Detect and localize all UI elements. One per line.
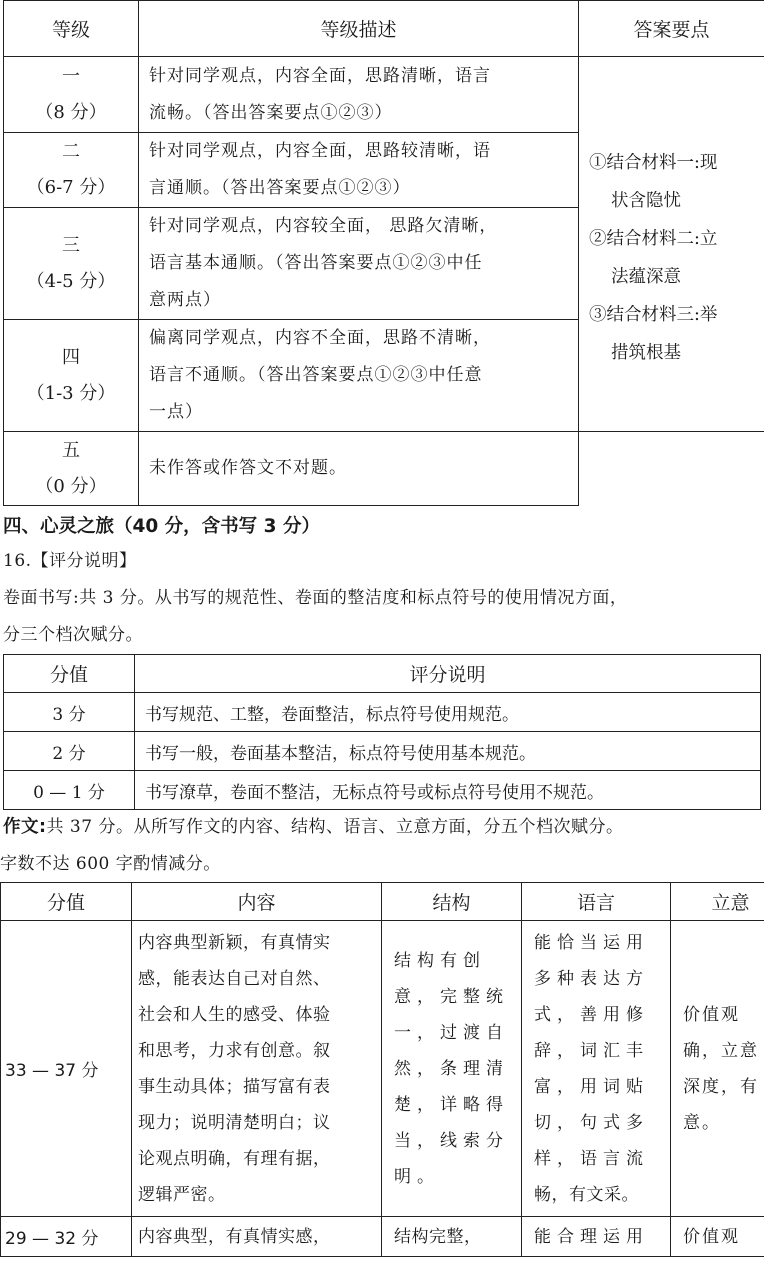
desc-line: 一点）	[149, 402, 203, 422]
grade-score: （6-7 分）	[26, 177, 116, 198]
grade-level: 五	[62, 439, 80, 461]
text-line: 结构完整，	[394, 1226, 482, 1247]
header-desc: 等级描述	[139, 1, 579, 57]
score-cell: 3 分	[4, 693, 135, 732]
desc-cell: 书写一般，卷面基本整洁，标点符号使用基本规范。	[135, 732, 761, 771]
text-line: 结构有创	[394, 950, 486, 971]
desc-line: 未作答或作答文不对题。	[149, 458, 347, 478]
content-cell	[132, 921, 382, 1217]
grade-score: （0 分）	[35, 475, 107, 497]
text-line: 样，语言流	[534, 1148, 649, 1169]
handwriting-desc: 分三个档次赋分。	[3, 625, 143, 645]
desc-cell: 书写规范、工整，卷面整洁，标点符号使用规范。	[135, 693, 761, 732]
text-line: 逻辑严密。	[138, 1184, 226, 1205]
key-point: ②结合材料二:立	[589, 229, 718, 249]
header-idea: 立意	[671, 883, 764, 921]
header-score: 分值	[4, 655, 135, 693]
desc-line: 语言不通顺。（答出答案要点①②③中任意	[149, 365, 483, 385]
text-line: 价值观	[683, 1004, 740, 1025]
content-cell	[132, 1217, 382, 1257]
desc-cell: 书写潦草，卷面不整洁，无标点符号或标点符号使用不规范。	[135, 771, 761, 810]
table-row	[4, 693, 761, 732]
grade-level: 三	[62, 234, 80, 256]
score-cell: 29 — 32 分	[1, 1217, 132, 1257]
text-line: 和思考，力求有创意。叙	[138, 1040, 331, 1061]
desc-line: 意两点）	[149, 290, 221, 310]
idea-cell	[671, 1217, 764, 1257]
table-row	[1, 921, 764, 1217]
text-line: 楚，详略得	[394, 1094, 509, 1115]
score-cell: 0 — 1 分	[4, 771, 135, 810]
desc-line: 针对同学观点，内容较全面， 思路欠清晰，	[149, 216, 498, 236]
score-cell: 2 分	[4, 732, 135, 771]
key-point: 法蕴深意	[611, 267, 681, 287]
text-line: 内容典型新颖，有真情实	[138, 932, 331, 953]
grading-table	[3, 0, 764, 506]
text-line: 能恰当运用	[534, 932, 649, 953]
header-score: 分值	[1, 883, 132, 921]
essay-label: 作文:	[3, 817, 47, 837]
header-language: 语言	[522, 883, 671, 921]
desc-line: 针对同学观点，内容全面，思路清晰，语言	[149, 65, 491, 86]
text-line: 内容典型，有真情实感，	[138, 1226, 331, 1247]
key-point: 状含隐忧	[611, 191, 681, 211]
text-line: 感，能表达自己对自然、	[138, 968, 331, 989]
essay-line	[3, 812, 623, 838]
table-row	[4, 771, 761, 810]
table-row	[4, 732, 761, 771]
header-desc: 评分说明	[135, 655, 761, 693]
handwriting-desc: 卷面书写:共 3 分。从书写的规范性、卷面的整洁度和标点符号的使用情况方面，	[3, 588, 628, 608]
language-cell	[522, 921, 671, 1217]
text-line: 社会和人生的感受、体验	[138, 1004, 331, 1025]
structure-cell	[382, 1217, 522, 1257]
essay-table	[0, 882, 764, 1257]
handwriting-table	[3, 654, 761, 810]
table-row	[1, 1217, 764, 1257]
section-title: 四、心灵之旅（40 分，含书写 3 分）	[3, 516, 320, 537]
essay-text: 共 37 分。从所写作文的内容、结构、语言、立意方面，分五个档次赋分。	[46, 817, 624, 837]
structure-cell	[382, 921, 522, 1217]
text-line: 然，条理清	[394, 1058, 509, 1079]
key-point: ①结合材料一:现	[589, 153, 718, 173]
idea-cell	[671, 921, 764, 1217]
text-line: 意，完整统	[394, 986, 509, 1007]
essay-line2: 字数不达 600 字酌情减分。	[0, 854, 221, 874]
text-line: 价值观	[683, 1226, 740, 1247]
text-line: 现力；说明清楚明白；议	[138, 1112, 331, 1133]
text-line: 一，过渡自	[394, 1022, 509, 1043]
text-line: 确，立意	[683, 1040, 759, 1061]
text-line: 切，句式多	[534, 1112, 649, 1133]
question-label: 16.【评分说明】	[3, 551, 137, 571]
desc-line: 语言基本通顺。（答出答案要点①②③中任	[149, 253, 483, 273]
text-line: 明。	[394, 1166, 440, 1187]
table-row	[4, 57, 764, 133]
text-line: 意。	[683, 1112, 721, 1133]
grade-level: 四	[62, 346, 80, 368]
text-line: 当，线索分	[394, 1130, 509, 1151]
grade-level: 二	[62, 141, 80, 162]
text-line: 深度，有	[683, 1076, 759, 1097]
desc-line: 偏离同学观点，内容不全面，思路不清晰，	[149, 328, 491, 348]
key-points-cell	[579, 57, 764, 432]
text-line: 富，用词贴	[534, 1076, 649, 1097]
header-key-points: 答案要点	[579, 1, 764, 57]
table-row	[4, 432, 764, 506]
desc-line: 流畅。（答出答案要点①②③）	[149, 102, 393, 123]
header-content: 内容	[132, 883, 382, 921]
grade-score: （8 分）	[35, 101, 107, 123]
key-point: 措筑根基	[611, 343, 681, 363]
text-line: 畅，有文采。	[534, 1184, 639, 1205]
score-cell: 33 — 37 分	[1, 921, 132, 1217]
text-line: 能合理运用	[534, 1226, 649, 1247]
text-line: 辞，词汇丰	[534, 1040, 649, 1061]
text-line: 式，善用修	[534, 1004, 649, 1025]
grade-score: （1-3 分）	[26, 382, 116, 404]
grade-level: 一	[62, 65, 80, 87]
text-line: 事生动具体；描写富有表	[138, 1076, 331, 1097]
text-line: 多种表达方	[534, 968, 649, 989]
desc-line: 言通顺。（答出答案要点①②③）	[149, 178, 411, 198]
desc-line: 针对同学观点，内容全面，思路较清晰，语	[149, 141, 491, 161]
key-point: ③结合材料三:举	[589, 305, 718, 325]
text-line: 论观点明确，有理有据，	[138, 1148, 331, 1169]
language-cell	[522, 1217, 671, 1257]
header-structure: 结构	[382, 883, 522, 921]
grade-score: （4-5 分）	[26, 270, 116, 292]
header-grade: 等级	[4, 1, 139, 57]
